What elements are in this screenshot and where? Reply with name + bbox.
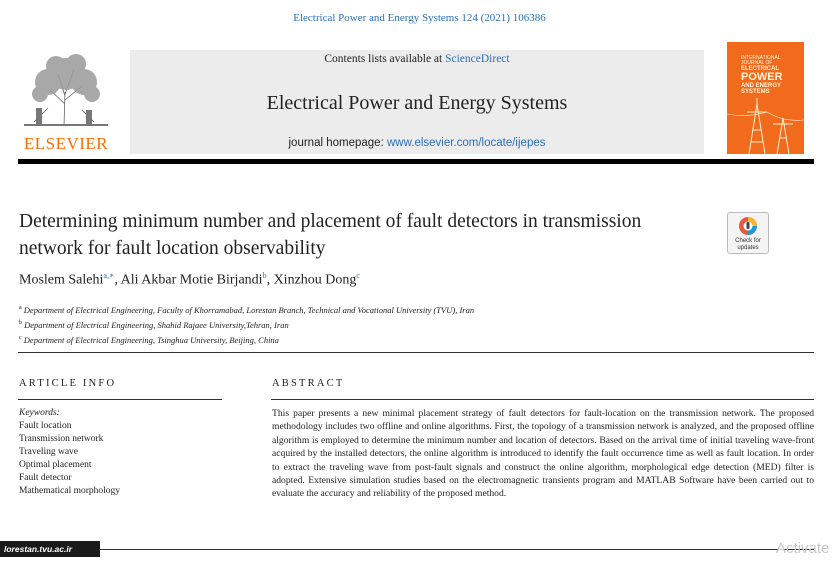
keyword-item: Mathematical morphology (19, 486, 121, 496)
sciencedirect-link[interactable]: ScienceDirect (445, 53, 510, 65)
check-updates-line-1: Check for (735, 238, 761, 244)
cover-line-2: ELECTRICAL (741, 66, 779, 72)
power-pylon-icon (727, 94, 804, 154)
keyword-item: Fault location (19, 421, 72, 431)
homepage-line (130, 137, 704, 149)
cover-line-3: POWER (741, 71, 783, 83)
abstract-text: This paper presents a new minimal placement strategy of fault detectors for fault-location on the transmission network. The proposed methodology includes two offline and online algorithms. First, the topology of a transmission network is analyzed, and the proposed offline algorithm is employed to determine the minimum number and location of detectors. Based on the arrival time of initial traveling wave-front acquired by the installed detectors, the online algorithm is introduced to identify the fault occurrence time as well as fault location. In order to extract the traveling wave from post-fault signals and construct the online algorithm, morphological edge detection (MED) filter is adopted. Extensive simulation studies based on the electromagnetic transients program and MATLAB Software have been carried out to evaluate the accuracy and reliability of the proposed method. (272, 408, 814, 500)
elsevier-tree-icon (24, 52, 108, 126)
affiliations (19, 302, 474, 346)
site-watermark: lorestan.tvu.ac.ir (0, 541, 100, 557)
masthead (18, 42, 814, 154)
check-updates-line-2: updates (737, 245, 759, 251)
affiliation-mark: c (19, 334, 22, 341)
masthead-divider (18, 159, 814, 164)
keywords-list (19, 407, 120, 498)
journal-title: Electrical Power and Energy Systems (266, 92, 568, 114)
abstract-heading: ABSTRACT (272, 378, 345, 389)
author-name[interactable]: Ali Akbar Motie Birjandi (120, 272, 263, 288)
cover-title (741, 56, 800, 95)
bottom-divider (100, 549, 814, 550)
keyword-item: Traveling wave (19, 447, 79, 457)
affiliation-item (19, 332, 474, 347)
cover-line-4: AND ENERGY (741, 83, 782, 89)
cover-line-1: INTERNATIONAL JOURNAL OF (741, 55, 781, 66)
contents-prefix: Contents lists available at (324, 53, 446, 65)
affiliation-item (19, 317, 474, 332)
article-info-heading: ARTICLE INFO (19, 378, 117, 389)
keyword-item: Optimal placement (19, 460, 92, 470)
affiliation-text: Department of Electrical Engineering, Tsinghua University, Beijing, China (21, 334, 279, 345)
cover-line-5: SYSTEMS (741, 89, 770, 95)
affiliation-mark: a (19, 305, 22, 311)
abstract-divider (271, 399, 814, 400)
author-affiliation-mark[interactable]: a,∗ (103, 271, 115, 280)
affiliation-text: Department of Electrical Engineering, Faculty of Khorramabad, Lorestan Branch, Technical and Vocational University (TVU), Iran (21, 304, 475, 315)
author-affiliation-mark[interactable]: b (262, 271, 267, 280)
author-name[interactable]: Xinzhou Dong (273, 272, 357, 288)
homepage-prefix: journal homepage: (288, 137, 387, 149)
check-for-updates-button[interactable] (727, 212, 769, 254)
journal-reference[interactable]: Electrical Power and Energy Systems 124 (2021) 106386 (293, 12, 546, 24)
activate-windows-watermark: Activate (776, 540, 830, 557)
affiliation-mark: b (19, 319, 22, 326)
elsevier-wordmark: ELSEVIER (23, 134, 109, 153)
contents-line (130, 53, 704, 65)
author-name[interactable]: Moslem Salehi (19, 272, 104, 288)
article-title: Determining minimum number and placement of fault detectors in transmission network for fault location observability (19, 211, 642, 259)
author-affiliation-mark[interactable]: c (356, 271, 360, 280)
keywords-label: Keywords: (19, 408, 60, 418)
author-separator: , (114, 272, 121, 288)
affiliation-item (19, 302, 474, 317)
journal-homepage-link[interactable]: www.elsevier.com/locate/ijepes (386, 137, 546, 149)
journal-banner (130, 50, 704, 154)
elsevier-logo[interactable] (18, 50, 114, 154)
section-divider (18, 352, 814, 353)
keyword-item: Transmission network (19, 434, 104, 444)
author-separator: , (266, 272, 274, 288)
check-updates-label (728, 238, 768, 252)
keyword-item: Fault detector (19, 473, 72, 483)
article-info-divider (18, 399, 222, 400)
affiliation-text: Department of Electrical Engineering, Shahid Rajaee University,Tehran, Iran (22, 319, 289, 330)
check-updates-icon (738, 216, 758, 236)
journal-cover-thumbnail[interactable] (727, 42, 804, 154)
author-list (19, 271, 360, 289)
